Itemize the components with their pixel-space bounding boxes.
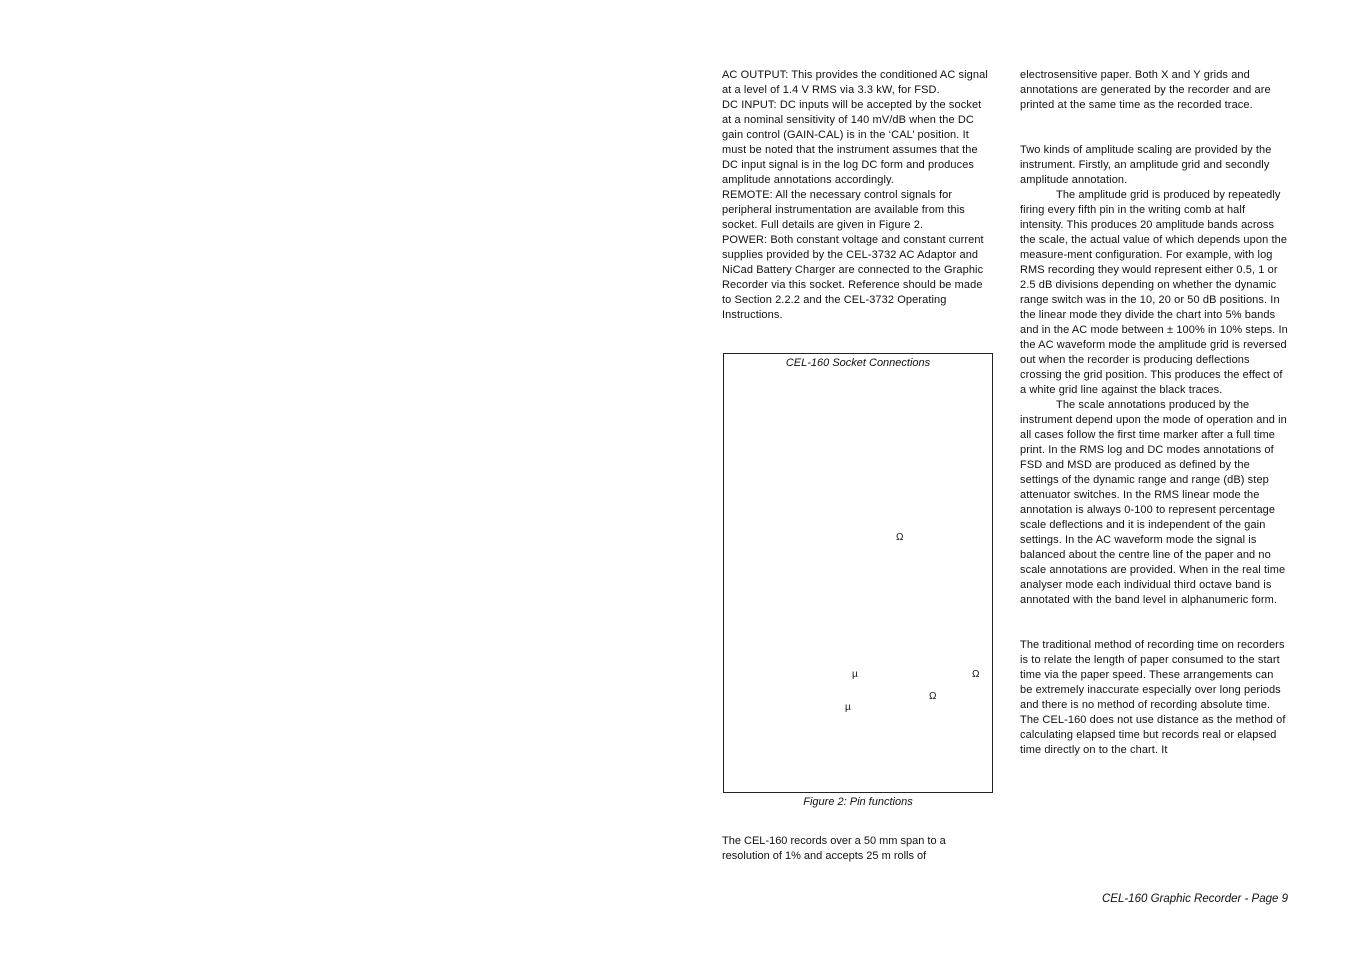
right-column xyxy=(1020,68,1288,758)
micro-symbol: µ xyxy=(845,702,851,713)
ohm-symbol: Ω xyxy=(929,691,937,702)
ohm-symbol: Ω xyxy=(896,532,904,543)
micro-symbol: µ xyxy=(852,669,858,680)
ohm-symbol: Ω xyxy=(972,669,980,680)
paragraph-amplitude-grid: The amplitude grid is produced by repeatedly firing every fifth pin in the writing comb at half intensity. This produces 20 amplitude bands across the scale, the actual value of which depends upon the measure-ment configuration. For example, with log RMS recording they would represent either 0.5, 1 or 2.5 dB divisions depending on whether the dynamic range switch was in the 10, 20 or 50 dB positions. In the linear mode they divide the chart into 5% bands and in the AC mode between ± 100% in 10% steps. In the AC waveform mode the amplitude grid is reversed out when the recorder is producing deflections crossing the grid position. This produces the effect of a white grid line against the black traces. xyxy=(1020,189,1288,396)
paragraph-ac-output: AC OUTPUT: This provides the conditioned AC signal at a level of 1.4 V RMS via 3.3 kW, for FSD. xyxy=(722,69,988,96)
left-column xyxy=(722,68,992,323)
paragraph-remote: REMOTE: All the necessary control signals for peripheral instrumentation are available from this socket. Full details are given in Figure 2. xyxy=(722,189,965,231)
figure-caption: Figure 2: Pin functions xyxy=(803,796,913,808)
page-footer: CEL-160 Graphic Recorder - Page 9 xyxy=(1101,893,1288,905)
figure-title: CEL-160 Socket Connections xyxy=(785,357,931,369)
paragraph-time-recording: The traditional method of recording time on recorders is to relate the length of paper consumed to the start time via the paper speed. These arrangements can be extremely inaccurate especially over long periods and there is no method of recording absolute time. The CEL-160 does not use distance as the method of calculating elapsed time but records real or elapsed time directly on to the chart. It xyxy=(1020,639,1286,756)
paragraph-scale-annotations: The scale annotations produced by the instrument depend upon the mode of operation and in all cases follow the first time marker after a full time print. In the RMS log and DC modes annotations of FSD and MSD are produced as defined by the settings of the dynamic range and range (dB) step attenuator switches. In the RMS linear mode the annotation is always 0-100 to represent percentage scale deflections and it is independent of the gain settings. In the AC waveform mode the signal is balanced about the centre line of the paper and no scale annotations are provided. When in the real time analyser mode each individual third octave band is annotated with the band level in alphanumeric form. xyxy=(1020,399,1287,606)
socket-connections-figure xyxy=(723,353,993,793)
paragraph-span: The CEL-160 records over a 50 mm span to a resolution of 1% and accepts 25 m rolls of xyxy=(722,835,946,862)
paragraph-dc-input: DC INPUT: DC inputs will be accepted by the socket at a nominal sensitivity of 140 mV/dB when the DC gain control (GAIN-CAL) is in the ‘CAL’ position. It must be noted that the instrument assumes that the DC input signal is in the log DC form and produces amplitude annotations accordingly. xyxy=(722,99,982,186)
paragraph-paper: electrosensitive paper. Both X and Y grids and annotations are generated by the recorder and are printed at the same time as the recorded trace. xyxy=(1020,69,1271,111)
paragraph-amplitude-scaling: Two kinds of amplitude scaling are provided by the instrument. Firstly, an amplitude grid and secondly amplitude annotation. xyxy=(1020,144,1272,186)
paragraph-power: POWER: Both constant voltage and constant current supplies provided by the CEL-3732 AC Adaptor and NiCad Battery Charger are connected to the Graphic Recorder via this socket. Reference should be made to Section 2.2.2 and the CEL-3732 Operating Instructions. xyxy=(722,234,984,321)
